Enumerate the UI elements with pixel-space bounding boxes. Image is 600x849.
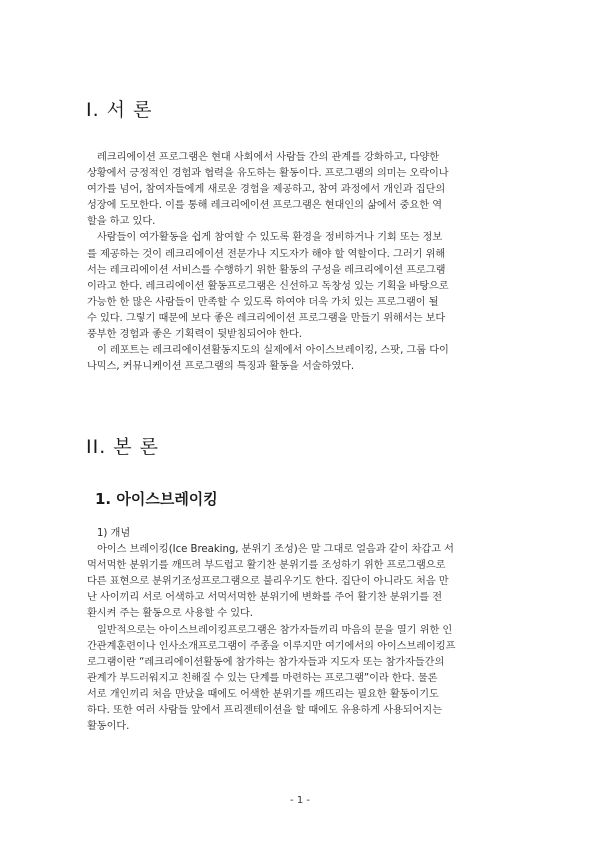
icebreaking-line: 아이스 브레이킹(Ice Breaking, 분위기 조성)은 말 그대로 얼음과 같이 차갑고 서 (97, 544, 454, 556)
introduction-line: 상황에서 긍정적인 경험과 협력을 유도하는 활동이다. 프로그램의 의미는 오락이나 (87, 168, 449, 180)
icebreaking-line: 로그램이란 “레크리에이션활동에 참가하는 참가자들과 지도자 또는 참가자들간의 (87, 656, 445, 668)
icebreaking-line: 관계가 부드러워지고 친해질 수 있는 단계를 마련하는 프로그램”이라 한다. 물론 (87, 672, 438, 684)
icebreaking-line: 다른 표현으로 분위기조성프로그램으로 불리우기도 한다. 집단이 아니라도 처음 만 (87, 576, 449, 588)
icebreaking-line: 서로 개인끼리 처음 만났을 때에도 어색한 분위기를 깨뜨리는 필요한 활동이기도 (87, 688, 439, 700)
introduction-line: 이라고 한다. 레크리에이션 활동프로그램은 신선하고 독창성 있는 기획을 바탕으로 (87, 280, 449, 292)
introduction-line: 여가를 넘어, 참여자들에게 새로운 경험을 제공하고, 참여 과정에서 개인과 집단의 (87, 184, 446, 196)
section-heading-body: II. 본 론 (86, 436, 160, 458)
icebreaking-line: 간관계훈련이나 인사소개프로그램이 주종을 이루지만 여기에서의 아이스브레이킹프 (87, 640, 456, 652)
introduction-line: 나믹스, 커뮤니케이션 프로그램의 특징과 활동을 서술하였다. (87, 361, 355, 373)
icebreaking-line: 환시켜 주는 활동으로 사용할 수 있다. (87, 608, 253, 620)
introduction-line: 성장에 도모한다. 이를 통해 레크리에이션 프로그램은 현대인의 삶에서 중요한 역 (87, 200, 442, 212)
icebreaking-line: 일반적으로는 아이스브레이킹프로그램은 참가자들끼리 마음의 문을 열기 위한 인 (97, 624, 453, 636)
introduction-line: 이 레포트는 레크리에이션활동지도의 실제에서 아이스브레이킹, 스팟, 그룹 다이 (97, 345, 449, 357)
introduction-line: 사람들이 여가활동을 쉽게 참여할 수 있도록 환경을 정비하거나 기회 또는 정보 (97, 232, 443, 244)
introduction-line: 할을 하고 있다. (87, 216, 156, 228)
introduction-body (87, 150, 519, 375)
introduction-line: 레크리에이션 프로그램은 현대 사회에서 사람들 간의 관계를 강화하고, 다양한 (97, 152, 440, 163)
introduction-line: 가능한 한 많은 사람들이 만족할 수 있도록 하여야 더욱 가치 있는 프로그램이 될 (87, 296, 439, 308)
section-heading-introduction: I. 서 론 (86, 99, 153, 121)
subsection-heading-icebreaking: 1. 아이스브레이킹 (95, 490, 218, 508)
icebreaking-line: 하다. 또한 여러 사람들 앞에서 프리젠테이션을 할 때에도 유용하게 사용되어지는 (87, 705, 442, 717)
introduction-line: 를 제공하는 것이 레크리에이션 전문가나 지도자가 해야 할 역할이다. 그러기 위해 (87, 248, 446, 260)
icebreaking-line: 먹서먹한 분위기를 깨뜨려 부드럽고 활기찬 분위기를 조성하기 위한 프로그램으로 (87, 560, 446, 572)
icebreaking-body (87, 526, 519, 735)
introduction-line: 수 있다. 그렇기 때문에 보다 좋은 레크리에이션 프로그램을 만들기 위해서는 보다 (87, 312, 446, 324)
introduction-line: 서는 레크리에이션 서비스를 수행하기 위한 활동의 구성을 레크리에이션 프로그램 (87, 264, 446, 276)
icebreaking-line: 난 사이끼리 서로 어색하고 서먹서먹한 분위기에 변화를 주어 활기찬 분위기를 전 (87, 592, 442, 604)
page-number: - 1 - (290, 795, 310, 806)
introduction-line: 풍부한 경험과 좋은 기획력이 뒷받침되어야 한다. (87, 329, 302, 341)
icebreaking-line: 1) 개념 (97, 528, 131, 539)
icebreaking-line: 활동이다. (87, 721, 130, 733)
